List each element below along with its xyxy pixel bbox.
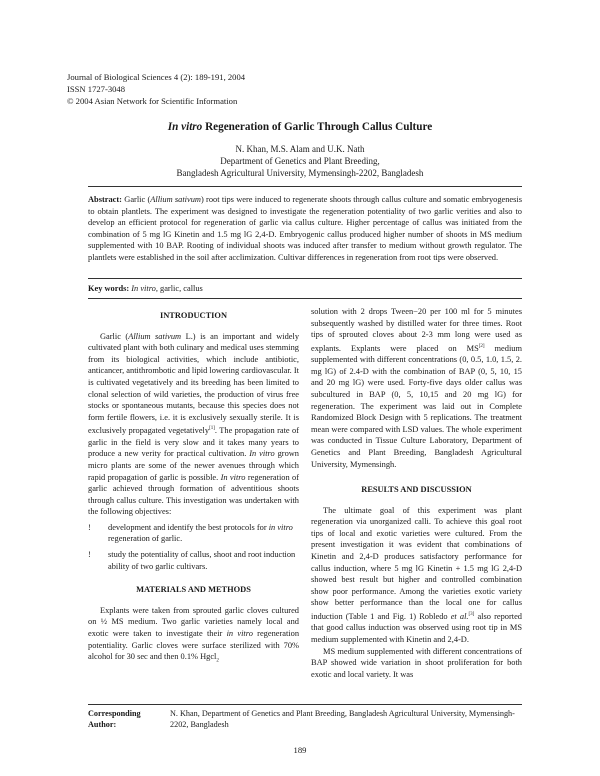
results-ref: [3] — [468, 612, 475, 618]
intro-paragraph — [88, 331, 299, 518]
intro-species: Allium sativum — [128, 331, 182, 341]
keywords-italic: In vitro — [131, 284, 156, 293]
intro-text-e: regeneration of garlic achieved through formation of adventitious shoots through callus culture. This investigation was undertaken with the following objectives: — [88, 472, 300, 517]
objective-item — [88, 522, 299, 545]
journal-issn: ISSN 1727-3048 — [67, 84, 126, 95]
methods-text-d: medium supplemented with different concentrations (0, 0.5, 1.0, 1.5, 2. mg lG) of 2.4-D with the combination of BAP (0, 5, 10, 15 and 20 mg lG) were used. Forty-five days older callus was subcultured in BAP (0, 5, 10,15 and 20 mg lG) for regeneration. The experiment was laid out in Complete Randomized Block Design with 5 replications. The treatment mean were compared with LSD values. The whole experiment was conducted in Tissue Culture Laboratory, Department of Genetics and Plant Breeding, Bangladesh Agricultural University, Mymensingh. — [311, 343, 522, 469]
results-paragraph-1 — [311, 505, 522, 646]
keywords-rule — [88, 298, 522, 299]
methods-text-a: Explants were taken from sprouted garlic cloves cultured on ½ MS medium. Two garlic varieties namely local and exotic were taken to investigate their — [88, 605, 299, 639]
title-italic: In vitro — [167, 121, 203, 133]
title-rest: Regeneration of Garlic Through Callus Culture — [202, 121, 433, 133]
author-department: Department of Genetics and Plant Breeding, — [220, 155, 380, 166]
intro-text-d: grown micro plants are some of the newer avenues through which rapid propagation of garlic is possible. — [88, 449, 299, 482]
methods-paragraph-cont — [311, 306, 522, 470]
abstract-text-1: Garlic ( — [121, 195, 151, 204]
results-text-1b: also reported that good callus induction was observed using root tip in MS medium supplemented with Kinetin and 2,4-D. — [311, 611, 522, 645]
keywords — [88, 284, 203, 293]
intro-ref-1: [1] — [209, 426, 215, 432]
objective-1b: regeneration of garlic. — [108, 534, 183, 544]
right-column — [311, 306, 522, 680]
abstract — [88, 194, 522, 263]
journal-info — [67, 71, 245, 108]
results-italic: et al. — [450, 611, 469, 621]
authors-block — [0, 144, 600, 179]
corresponding-author — [88, 708, 522, 730]
bullet-mark: ! — [88, 550, 91, 560]
intro-text-c: . The propagation rate of garlic in the field is very slow and it takes many years to produce a new verity for practical cultivation. — [88, 426, 299, 459]
abstract-bottom-rule — [88, 278, 522, 279]
methods-italic: in vitro — [226, 629, 253, 639]
intro-italic-1: In vitro — [249, 449, 275, 459]
bullet-mark: ! — [88, 522, 91, 532]
author-names: N. Khan, M.S. Alam and U.K. Nath — [235, 144, 365, 154]
page-number: 189 — [293, 745, 307, 755]
journal-citation: Journal of Biological Sciences 4 (2): 189-191, 2004 — [67, 72, 246, 82]
footer-rule — [88, 704, 522, 705]
objective-1-italic: in vitro — [268, 522, 293, 532]
objective-1a: development and identify the best protocols for — [108, 522, 269, 532]
intro-text-a: Garlic ( — [100, 331, 129, 341]
paper-title — [0, 121, 600, 133]
intro-heading: INTRODUCTION — [159, 311, 227, 320]
corresponding-author-value: N. Khan, Department of Genetics and Plant Breeding, Bangladesh Agricultural University, Mymensingh-2202, Bangladesh — [170, 709, 515, 729]
author-university: Bangladesh Agricultural University, Mymensingh-2202, Bangladesh — [176, 167, 424, 178]
methods-heading: MATERIALS AND METHODS — [136, 585, 251, 595]
abstract-species: Allium sativum — [150, 195, 201, 204]
abstract-label: Abstract: — [88, 195, 122, 204]
results-text-1: The ultimate goal of this experiment was plant regeneration via unorganized calli. To achieve this goal root tips of local and exotic varieties were cultured. From the present investigation it was evident that combinations of Kinetin and 2,4-D produces satisfactory performance for callus induction, where 5 mg lG Kinetin + 1.5 mg lG 2,4-D showed best result but higher and controlled combination show poor performance. Among the varieties exotic variety show better performance than the local one for callus induction (Table 1 and Fig. 1) Robledo — [311, 505, 522, 621]
abstract-top-rule — [88, 186, 522, 187]
methods-text-c: solution with 2 drops Tween−20 per 100 ml for 5 minutes subsequently washed by distilled water for three times. Root tips of sprouted cloves about 2-3 mm long were used as explants. Explants were placed on MS — [311, 307, 522, 353]
corresponding-author-label: Corresponding Author: — [88, 709, 141, 729]
methods-subscript: 2 — [216, 658, 219, 664]
abstract-text-2: ) root tips were induced to regenerate shoots through callus culture and somatic embryogenesis to obtain plantlets. The experiment was designed to investigate the regeneration potentiality of two garlic verities and also to develop an efficient protocol for regeneration of garlic via callus culture. Higher percentage of callus was initiated from the combination of 5 mg lG Kinetin and 1.5 mg lG 2,4-D. Embryogenic callus produced higher number of shoots in MS medium supplemented with 10 BAP. Rooting of individual shoots was induced after transfer to medium without growth regulator. The plantlets were established in the soil after acclimization. Cultivar differences in regeneration from root tips were observed. — [88, 195, 522, 262]
objective-text-2: study the potentiality of callus, shoot and root induction ability of two garlic cultivars. — [108, 550, 296, 571]
results-heading: RESULTS AND DISCUSSION — [361, 485, 472, 495]
methods-text-b: regeneration potentiality. Garlic cloves were surface sterilized with 70% alcohol for 30 sec and then 0.1% Hgcl — [88, 629, 300, 662]
results-paragraph-2: MS medium supplemented with different concentrations of BAP showed wide variation in shoot proliferation for both exotic and local variety. It was — [311, 646, 522, 679]
methods-paragraph-start — [88, 605, 299, 668]
objective-item — [88, 549, 299, 572]
methods-ref: [2] — [478, 343, 485, 349]
journal-copyright: © 2004 Asian Network for Scientific Information — [67, 96, 238, 107]
objective-text-1 — [108, 522, 299, 545]
keywords-label: Key words: — [88, 284, 130, 293]
intro-italic-2: In vitro — [220, 472, 246, 482]
left-column — [88, 306, 299, 668]
intro-text-b: L.) is an important and widely cultivated plant with both culinary and medical uses stemming from its biological activities, which include antibiotic, anticancer, antithrombotic and lipid lowering cardiovascular. It is cultivated vegetatively and its breeding has been limited to clonal selection of wild varieties, the production of virus free stocks or spontaneous mutants, because this species does not form fertile flowers, i.e. it is exclusively sexually sterile. It is exclusively propagated vegetatively — [88, 331, 300, 436]
keywords-rest: , garlic, callus — [155, 284, 203, 293]
